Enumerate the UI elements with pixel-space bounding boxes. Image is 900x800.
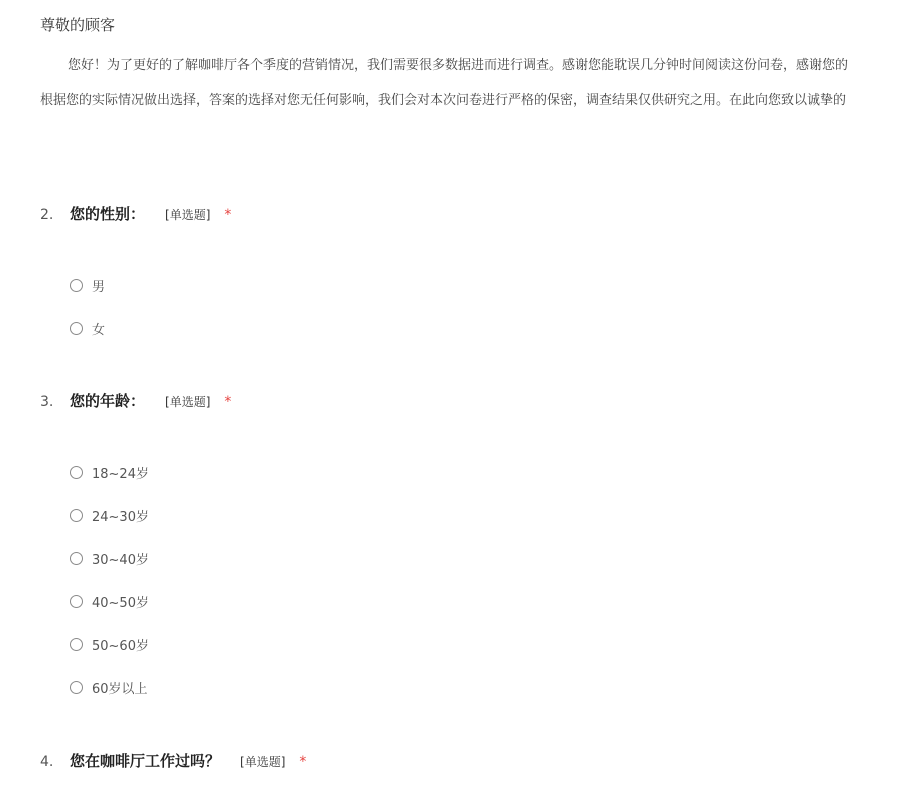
option-label: 30~40岁: [92, 552, 149, 568]
intro-paragraph-line-2: 根据您的实际情况做出选择，答案的选择对您无任何影响，我们会对本次问卷进行严格的保密，调查结果仅供研究之用。在此向您致以诚挚的: [40, 93, 847, 108]
option-age-50-60[interactable]: [70, 634, 149, 654]
question-number: 2.: [40, 207, 54, 223]
question-header: [40, 203, 880, 227]
question-number: 3.: [40, 394, 54, 410]
question-title: 您的年龄：: [70, 392, 146, 410]
option-label: 24~30岁: [92, 509, 149, 525]
required-marker: *: [299, 754, 307, 770]
option-label: 18~24岁: [92, 466, 149, 482]
greeting-text: 尊敬的顾客: [40, 16, 116, 34]
question-type-tag: [单选题]: [240, 755, 286, 769]
option-label: 男: [92, 279, 106, 295]
option-label: 50~60岁: [92, 638, 149, 654]
required-marker: *: [224, 207, 232, 223]
radio-button[interactable]: [70, 552, 83, 565]
option-age-30-40[interactable]: [70, 548, 149, 568]
question-gender: [40, 203, 880, 338]
question-header: [40, 390, 880, 414]
option-female[interactable]: [70, 318, 105, 338]
radio-button[interactable]: [70, 681, 83, 694]
question-header: [40, 750, 880, 774]
intro-paragraph-line-1: 您好！为了更好的了解咖啡厅各个季度的营销情况，我们需要很多数据进而进行调查。感谢您能耽误几分钟时间阅读这份问卷，感谢您的: [68, 58, 849, 73]
required-marker: *: [224, 394, 232, 410]
radio-button[interactable]: [70, 638, 83, 651]
question-type-tag: [单选题]: [165, 395, 211, 409]
radio-button[interactable]: [70, 322, 83, 335]
option-male[interactable]: [70, 275, 105, 295]
option-label: 60岁以上: [92, 681, 148, 697]
radio-button[interactable]: [70, 279, 83, 292]
question-cafe-work: [40, 750, 880, 774]
survey-intro: [40, 14, 900, 111]
question-title: 您在咖啡厅工作过吗？: [70, 752, 221, 770]
radio-button[interactable]: [70, 466, 83, 479]
question-type-tag: [单选题]: [165, 208, 211, 222]
option-age-24-30[interactable]: [70, 505, 149, 525]
radio-button[interactable]: [70, 595, 83, 608]
option-age-18-24[interactable]: [70, 462, 149, 482]
option-age-40-50[interactable]: [70, 591, 149, 611]
option-age-60-plus[interactable]: [70, 677, 148, 697]
question-age: [40, 390, 880, 697]
radio-button[interactable]: [70, 509, 83, 522]
question-number: 4.: [40, 754, 54, 770]
option-label: 40~50岁: [92, 595, 149, 611]
option-label: 女: [92, 322, 106, 338]
question-title: 您的性别：: [70, 205, 146, 223]
